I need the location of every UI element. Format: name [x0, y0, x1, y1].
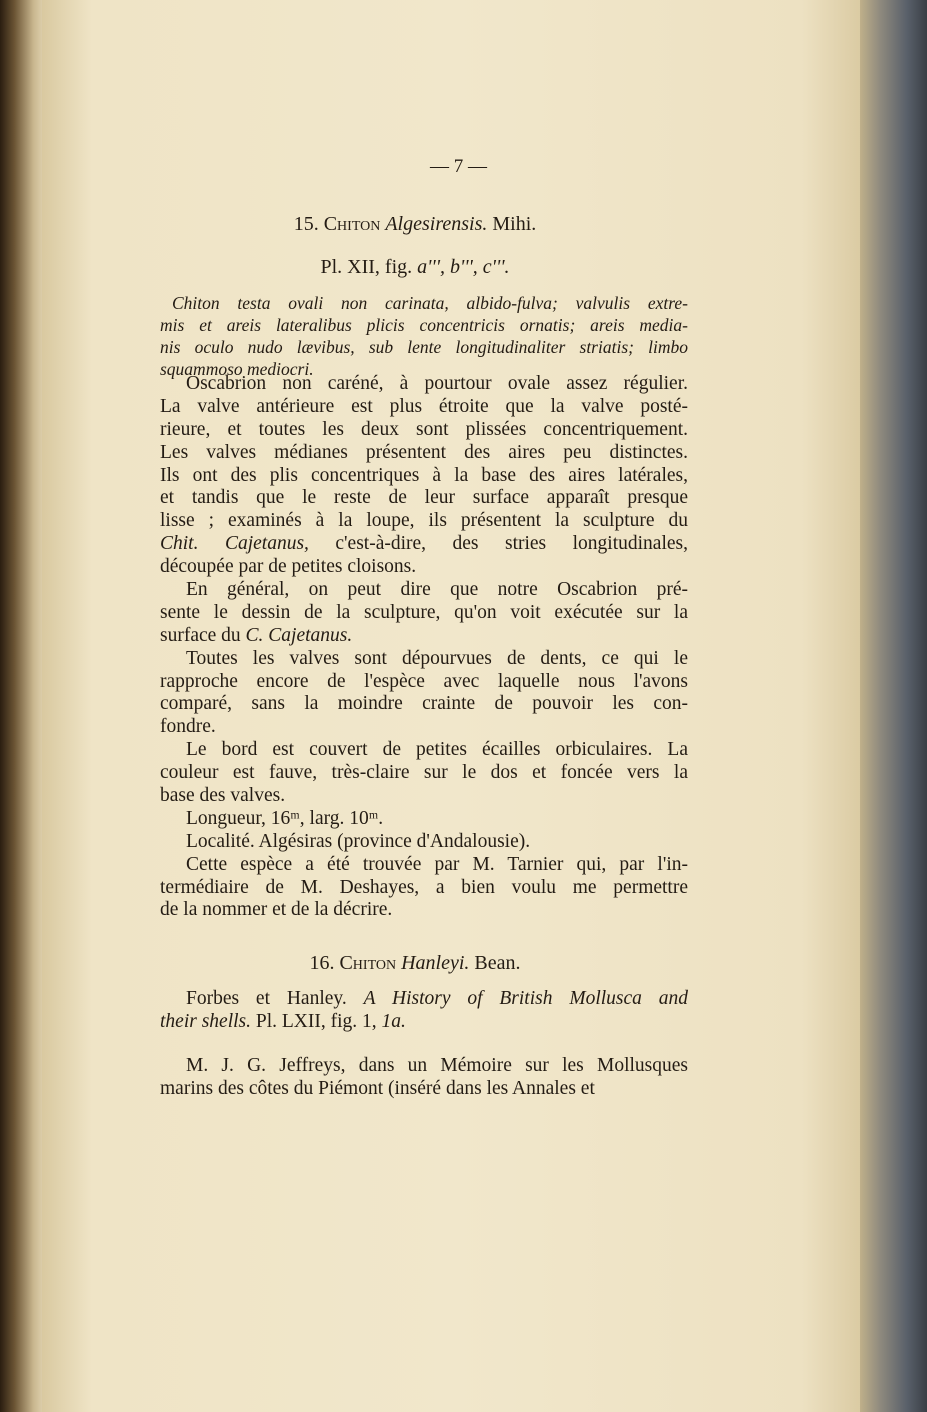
text-line: [160, 442, 688, 465]
text-line: [160, 693, 688, 716]
text-line: [160, 831, 688, 854]
text: La valve antérieure est plus étroite que la valve posté-: [160, 395, 688, 417]
latin-diagnosis: [160, 292, 688, 380]
text: M. J. G. Jeffreys, dans un Mémoire sur les Mollusques: [186, 1054, 688, 1076]
description-body: [160, 373, 688, 922]
text: comparé, sans la moindre crainte de pouvoir les con-: [160, 693, 688, 715]
text-line: [160, 419, 688, 442]
heading-author: Bean.: [474, 952, 521, 974]
paragraph: [160, 739, 688, 808]
text: Le bord est couvert de petites écailles orbiculaires. La: [186, 739, 688, 761]
text: surface du: [160, 624, 246, 646]
text: découpée par de petites cloisons.: [160, 556, 417, 578]
text-line: [160, 579, 688, 602]
heading-genus: Chiton: [323, 213, 381, 235]
italic-text: 1a.: [381, 1010, 406, 1032]
species-heading-16: [0, 952, 830, 975]
text-line: [160, 533, 688, 556]
text: Localité. Algésiras (province d'Andalousie).: [186, 830, 531, 852]
text-line: [160, 314, 688, 336]
text-line: [160, 396, 688, 419]
text-line: [160, 510, 688, 533]
text-line: [160, 762, 688, 785]
text-line: [160, 373, 688, 396]
paragraph: [160, 831, 688, 854]
text-line: [160, 739, 688, 762]
paragraph: [160, 1055, 688, 1101]
text: Cette espèce a été trouvée par M. Tarnier qui, par l'in-: [186, 853, 688, 875]
text: Toutes les valves sont dépourvues de dents, ce qui le: [186, 647, 688, 669]
text: Forbes et Hanley.: [186, 988, 364, 1009]
text: couleur est fauve, très-claire sur le dos et foncée vers la: [160, 762, 688, 784]
text: Oscabrion non caréné, à pourtour ovale assez régulier.: [186, 373, 688, 394]
text: Pl. LXII, fig. 1,: [251, 1010, 382, 1032]
text-line: [160, 1055, 688, 1078]
heading-species: Algesirensis.: [385, 213, 488, 235]
text-line: [160, 1078, 688, 1101]
heading-species: Hanleyi.: [401, 952, 470, 974]
heading-genus: Chiton: [339, 952, 397, 974]
plate-figures: a''', b''', c'''.: [417, 256, 510, 278]
text: de la nommer et de la décrire.: [160, 899, 393, 921]
italic-text: squammoso mediocri.: [160, 359, 314, 379]
paragraph: [160, 854, 688, 923]
text-line: [160, 877, 688, 900]
italic-text: nis oculo nudo lævibus, sub lente longitudinaliter striatis; limbo: [160, 337, 688, 357]
text: c'est-à-dire, des stries longitudinales,: [308, 533, 688, 555]
text-line: [160, 602, 688, 625]
text-line: [160, 854, 688, 877]
heading-number: 16.: [309, 952, 335, 974]
italic-text: their shells.: [160, 1010, 251, 1032]
text: Longueur, 16ᵐ, larg. 10ᵐ.: [186, 807, 384, 829]
text: rieure, et toutes les deux sont plissées concentriquement.: [160, 418, 688, 440]
text-line: [160, 487, 688, 510]
facing-page-edge: [0, 0, 48, 1412]
text: En général, on peut dire que notre Oscabrion pré-: [186, 579, 688, 601]
text-line: [160, 899, 688, 922]
reference-body: [160, 988, 688, 1101]
text: base des valves.: [160, 785, 286, 807]
text: sente le dessin de la sculpture, qu'on voit exécutée sur la: [160, 601, 688, 623]
italic-text: Chiton testa ovali non carinata, albido-fulva; valvulis extre-: [172, 293, 688, 313]
italic-text: C. Cajetanus.: [245, 624, 353, 646]
text-line: [160, 465, 688, 488]
italic-text: Chit. Cajetanus,: [160, 533, 309, 555]
heading-number: 15.: [293, 213, 319, 235]
species-heading-15: [0, 213, 830, 236]
paragraph: [160, 988, 688, 1034]
text-line: [160, 671, 688, 694]
text: marins des côtes du Piémont (inséré dans les Annales et: [160, 1077, 595, 1099]
page-number: — 7 —: [430, 156, 487, 177]
heading-author: Mihi.: [492, 213, 537, 235]
text: lisse ; examinés à la loupe, ils présentent la sculpture du: [160, 510, 688, 532]
text-line: [160, 1011, 688, 1034]
text: et tandis que le reste de leur surface apparaît presque: [160, 487, 688, 509]
paragraph: [160, 373, 688, 579]
text-line: [160, 785, 688, 808]
text-line: [160, 556, 688, 579]
text: Les valves médianes présentent des aires peu distinctes.: [160, 441, 688, 463]
italic-text: A History of British Mollusca and: [363, 988, 688, 1009]
paragraph: [160, 648, 688, 740]
text-line: [160, 988, 688, 1011]
text-line: [160, 336, 688, 358]
text-line: [160, 808, 688, 831]
text-line: [160, 625, 688, 648]
plate-reference: [0, 256, 830, 279]
text-line: [160, 648, 688, 671]
page-edge-right: [860, 0, 927, 1412]
text: fondre.: [160, 716, 216, 738]
italic-text: mis et areis lateralibus plicis concentricis ornatis; areis media-: [160, 315, 688, 335]
plate-label: Pl. XII, fig.: [320, 256, 413, 278]
text: Ils ont des plis concentriques à la base des aires latérales,: [160, 464, 688, 486]
text-line: [160, 716, 688, 739]
paragraph: [160, 808, 688, 831]
paragraph: [160, 579, 688, 648]
text: rapproche encore de l'espèce avec laquelle nous l'avons: [160, 670, 688, 692]
text: termédiaire de M. Deshayes, a bien voulu me permettre: [160, 876, 688, 898]
text-line: [160, 292, 688, 314]
